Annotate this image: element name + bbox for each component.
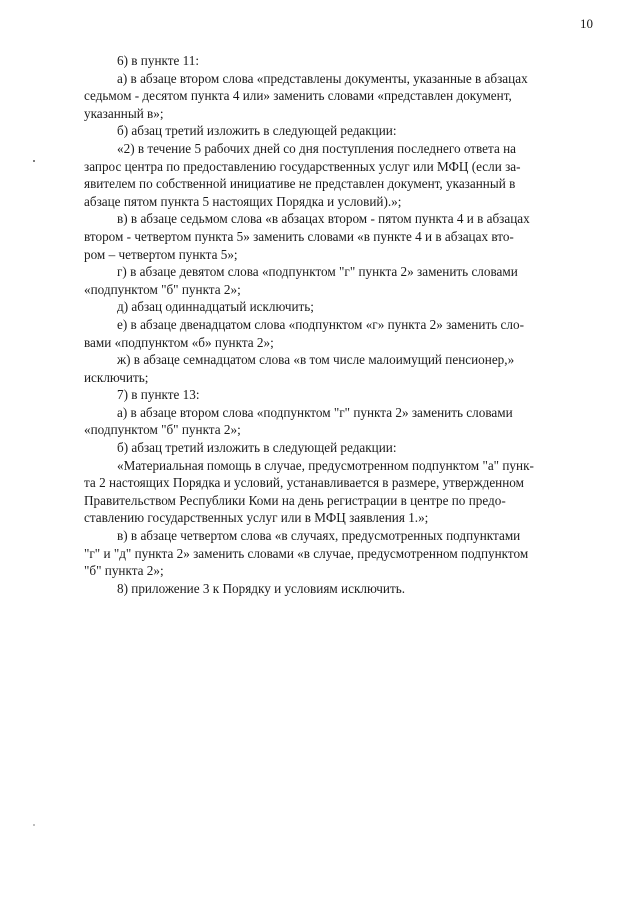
paragraph-item-6b: б) абзац третий изложить в следующей редакции: [117,123,397,139]
paragraph-item-6g: г) в абзаце девятом слова «подпунктом "г" пункта 2» заменить словами «подпунктом "б" пункта 2»; [84,264,518,297]
paragraph-item-6zh: ж) в абзаце семнадцатом слова «в том числе малоимущий пенсионер,» исключить; [84,352,515,385]
paragraph-item-8: 8) приложение 3 к Порядку и условиям исключить. [117,580,406,596]
paragraph-item-6v: в) в абзаце седьмом слова «в абзацах втором - пятом пункта 4 и в абзацах втором - четвертом пункта 5» заменить словами «в пункте 4 и в абзацах вто- ром – четвертом пункта 5»; [84,211,530,262]
page-number: 10 [580,16,593,31]
paragraph-item-6e: е) в абзаце двенадцатом слова «подпунктом «г» пункта 2» заменить сло- вами «подпунктом «б» пункта 2»; [84,316,524,350]
quoted-text-6b: «2) в течение 5 рабочих дней со дня поступления последнего ответа на запрос центра по предоставлению государственных услуг или МФЦ (если за- явителем по собственной инициативе не представлен документ, указанный в абзаце пятом пункта 5 настоящих Порядка и условий).»; [84,140,521,209]
paragraph-item-7v: в) в абзаце четвертом слова «в случаях, предусмотренных подпунктами "г" и "д" пункта 2» заменить словами «в случае, предусмотренном подпунктом "б" пункта 2»; [84,528,529,579]
document-body [84,52,596,597]
paragraph-item-6a: а) в абзаце втором слова «представлены документы, указанные в абзацах седьмом - десятом пункта 4 или» заменить словами «представлен документ, указанный в»; [84,70,528,121]
paragraph-item-7: 7) в пункте 13: [117,387,200,403]
scan-speck [33,160,35,162]
scan-speck [33,824,35,826]
paragraph-item-7b: б) абзац третий изложить в следующей редакции: [117,440,397,456]
paragraph-item-6: 6) в пункте 11: [117,53,200,68]
paragraph-item-7a: а) в абзаце втором слова «подпунктом "г" пункта 2» заменить словами «подпунктом "б" пункта 2»; [84,404,513,438]
quoted-text-7b: «Материальная помощь в случае, предусмотренном подпунктом "а" пунк- та 2 настоящих Порядка и условий, устанавливается в размере, утвержденном Правительством Республики Коми на день регистрации в центре по предо- ставлению государственных услуг или в МФЦ заявления 1.»; [84,457,534,526]
paragraph-item-6d: д) абзац одиннадцатый исключить; [117,299,314,315]
